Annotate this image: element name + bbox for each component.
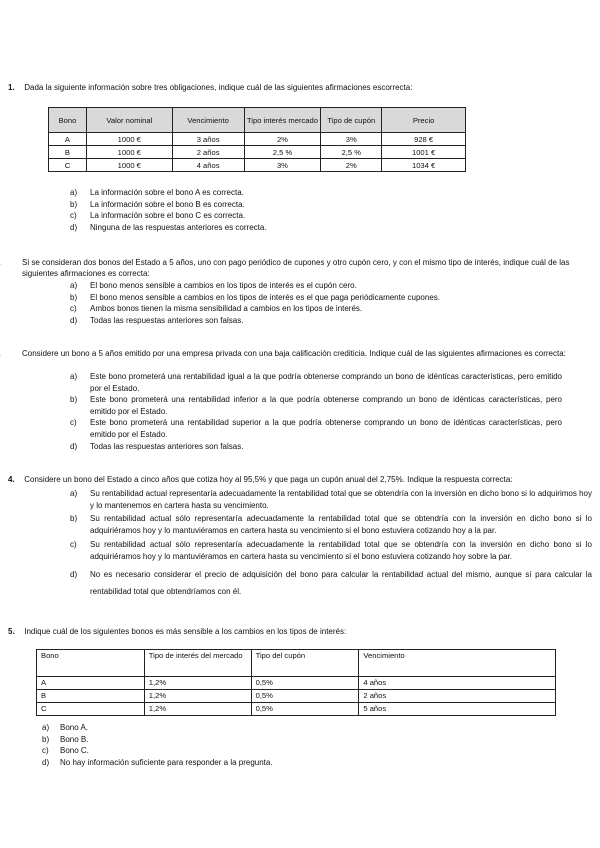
table-row [49, 133, 466, 146]
table-row [49, 146, 466, 159]
option-letter: a) [42, 723, 50, 732]
answer-option-b[interactable] [70, 513, 592, 536]
table-cell: 1000 € [86, 146, 172, 159]
table-cell: A [49, 133, 87, 146]
question-text: Si se consideran dos bonos del Estado a 5 años, uno con pago periódico de cupones y otro cupón cero, y con el mismo tipo de interés, indique cuál de las siguientes afirmaciones es correcta: [22, 258, 570, 278]
option-letter: c) [70, 418, 77, 428]
bonds-sensitivity-table [36, 649, 556, 716]
option-letter: c) [70, 304, 77, 314]
option-text: El bono menos sensible a cambios en los tipos de interés es el que paga periódicamente cupones. [90, 292, 440, 302]
option-letter: d) [70, 315, 78, 325]
option-text: Su rentabilidad actual sólo representaría adecuadamente la rentabilidad total que se obtendría con la inversión en dicho bono si lo adquiriéramos hoy y lo mantuviéramos en cartera hasta su vencimiento si el bono estuviera cotizando hoy sobre la par. [90, 540, 592, 561]
table-cell: 4 años [359, 677, 556, 690]
table-cell: 928 € [382, 133, 466, 146]
option-text: Bono A. [60, 723, 89, 732]
answer-option-b[interactable] [70, 394, 562, 417]
question-4 [8, 474, 592, 485]
table-cell: 2 años [172, 146, 244, 159]
answer-option-a[interactable] [42, 722, 462, 734]
table-cell: 1000 € [86, 159, 172, 172]
table-row [37, 690, 556, 703]
option-text: La información sobre el bono B es correcta. [90, 199, 245, 209]
option-text: Todas las respuestas anteriores son falsas. [90, 315, 244, 325]
table-cell: 3% [321, 133, 382, 146]
table-header-row [49, 108, 466, 133]
option-letter: b) [70, 514, 78, 524]
option-text: Este bono prometerá una rentabilidad igual a la que podría obtenerse comprando un bono de idénticas características, pero emitido por el Estado. [90, 372, 562, 393]
table-cell: 2% [321, 159, 382, 172]
question-number [8, 257, 22, 268]
option-text: Ninguna de las respuestas anteriores es correcta. [90, 222, 267, 232]
table-header: Tipo de interés del mercado [144, 650, 251, 677]
table-cell: A [37, 677, 145, 690]
table-cell: 0,5% [251, 703, 359, 716]
option-letter: c) [70, 211, 77, 221]
table-header: Bono [37, 650, 145, 677]
table-cell: C [37, 703, 145, 716]
answer-option-c[interactable] [70, 303, 580, 315]
option-letter: d) [70, 441, 78, 451]
option-letter: d) [70, 569, 78, 579]
option-text: No es necesario considerar el precio de adquisición del bono para calcular la rentabilidad actual del mismo, aunque sí para calcular la rentabilidad total que obtendríamos con él. [90, 569, 592, 596]
answer-option-a[interactable] [70, 187, 550, 199]
option-letter: a) [70, 188, 78, 197]
table-cell: 1,2% [144, 690, 251, 703]
question-3 [8, 348, 592, 359]
question-number: 5. [8, 627, 15, 636]
option-text: Todas las respuestas anteriores son falsas. [90, 441, 244, 451]
answer-option-b[interactable] [70, 292, 580, 304]
table-cell: 2% [244, 133, 321, 146]
question-2-options [70, 280, 580, 326]
table-cell: 1,2% [144, 677, 251, 690]
table-header-row [37, 650, 556, 677]
table-header: Valor nominal [86, 108, 172, 133]
table-cell: 1001 € [382, 146, 466, 159]
table-cell: 1034 € [382, 159, 466, 172]
question-text: Indique cuál de los siguientes bonos es más sensible a los cambios en los tipos de interés: [24, 627, 347, 636]
question-1 [8, 82, 592, 93]
table-row [49, 159, 466, 172]
answer-option-c[interactable] [70, 210, 550, 222]
answer-option-b[interactable] [70, 199, 550, 211]
table-cell: 0,5% [251, 690, 359, 703]
table-cell: 2,5 % [244, 146, 321, 159]
table-header: Vencimiento [172, 108, 244, 133]
table-header: Tipo del cupón [251, 650, 359, 677]
answer-option-b[interactable] [42, 734, 462, 746]
option-text: Su rentabilidad actual representaría adecuadamente la rentabilidad total que se obtendría con la inversión en dicho bono si lo adquirimos hoy y lo mantenemos en cartera hasta su vencimiento. [90, 489, 592, 510]
option-text: La información sobre el bono C es correcta. [90, 211, 246, 221]
table-cell: 5 años [359, 703, 556, 716]
question-5 [8, 626, 592, 637]
question-1-options [70, 187, 550, 233]
option-letter: c) [70, 540, 77, 550]
option-text: El bono menos sensible a cambios en los tipos de interés es el cupón cero. [90, 281, 357, 290]
option-letter: a) [70, 281, 78, 290]
table-cell: 2,5 % [321, 146, 382, 159]
table-cell: 1,2% [144, 703, 251, 716]
option-text: Bono B. [60, 734, 89, 744]
table-cell: B [37, 690, 145, 703]
table-cell: 3% [244, 159, 321, 172]
option-letter: d) [70, 222, 78, 232]
option-letter: b) [70, 292, 78, 302]
table-cell: 1000 € [86, 133, 172, 146]
table-header: Tipo de cupón [321, 108, 382, 133]
option-letter: a) [70, 489, 78, 498]
option-letter: d) [42, 757, 50, 767]
answer-option-a[interactable] [70, 488, 592, 511]
option-text: La información sobre el bono A es correcta. [90, 188, 244, 197]
answer-option-c[interactable] [70, 539, 592, 562]
option-text: Ambos bonos tienen la misma sensibilidad a cambios en los tipos de interés. [90, 304, 363, 314]
question-number: 4. [8, 475, 15, 484]
table-row [37, 703, 556, 716]
question-2 [8, 257, 592, 279]
answer-option-d[interactable] [42, 757, 462, 769]
answer-option-a[interactable] [70, 280, 580, 292]
question-5-options [42, 722, 462, 768]
table-cell: C [49, 159, 87, 172]
table-cell: B [49, 146, 87, 159]
answer-option-c[interactable] [70, 417, 562, 440]
option-letter: b) [70, 199, 78, 209]
option-text: Este bono prometerá una rentabilidad inferior a la que podría obtenerse comprando un bono de idénticas características, pero emitido por el Estado. [90, 395, 562, 416]
question-text: Considere un bono del Estado a cinco años que cotiza hoy al 95,5% y que paga un cupón anual del 2,75%. Indique la respuesta correcta: [24, 475, 513, 484]
table-row [37, 677, 556, 690]
option-text: Bono C. [60, 746, 89, 756]
question-3-options [70, 371, 562, 452]
option-letter: a) [70, 372, 78, 381]
option-text: Su rentabilidad actual sólo representaría adecuadamente la rentabilidad total que se obtendría con la inversión en dicho bono si lo adquiriéramos hoy y lo mantuviéramos en cartera hasta su vencimiento si el bono estuviera cotizando hoy a la par. [90, 514, 592, 535]
table-cell: 4 años [172, 159, 244, 172]
table-header: Tipo interés mercado [244, 108, 321, 133]
question-number: 1. [8, 83, 15, 92]
question-4-options [70, 488, 592, 600]
table-cell: 3 años [172, 133, 244, 146]
answer-option-d[interactable] [70, 315, 580, 327]
answer-option-d[interactable] [70, 222, 550, 234]
table-header: Precio [382, 108, 466, 133]
table-header: Vencimiento [359, 650, 556, 677]
answer-option-c[interactable] [42, 745, 462, 757]
question-text: Dada la siguiente información sobre tres obligaciones, indique cuál de las siguientes afirmaciones escorrecta: [24, 83, 413, 92]
option-letter: b) [70, 395, 78, 405]
option-text: Este bono prometerá una rentabilidad superior a la que podría obtenerse comprando un bono de idénticas características, pero emitido por el Estado. [90, 418, 562, 439]
table-cell: 0,5% [251, 677, 359, 690]
table-cell: 2 años [359, 690, 556, 703]
option-letter: b) [42, 734, 50, 744]
answer-option-d[interactable] [70, 441, 562, 453]
option-letter: c) [42, 746, 49, 756]
question-number [8, 348, 22, 359]
bonds-table [48, 107, 466, 172]
option-text: No hay información suficiente para responder a la pregunta. [60, 757, 273, 767]
answer-option-d[interactable] [70, 566, 592, 600]
answer-option-a[interactable] [70, 371, 562, 394]
question-text: Considere un bono a 5 años emitido por una empresa privada con una baja calificación crediticia. Indique cuál de las siguientes afirmaciones es correcta: [22, 349, 566, 358]
table-header: Bono [49, 108, 87, 133]
